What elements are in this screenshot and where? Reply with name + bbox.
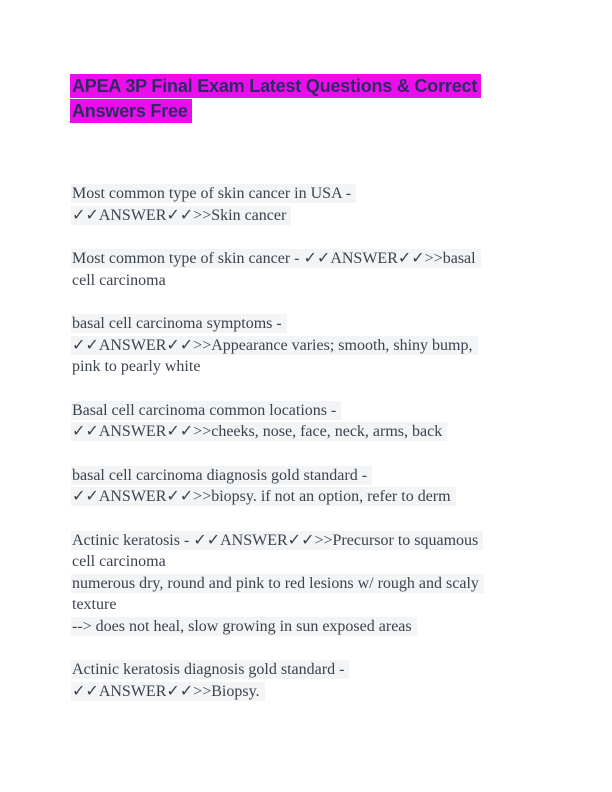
- text-line: [72, 594, 547, 616]
- text-line: [72, 573, 547, 595]
- text-line: [72, 530, 547, 552]
- qa-paragraph: [72, 313, 547, 378]
- highlighted-text: ✓✓ANSWER✓✓>>Appearance varies; smooth, shiny bump,: [71, 336, 478, 355]
- highlighted-text: numerous dry, round and pink to red lesions w/ rough and scaly: [71, 574, 484, 593]
- qa-paragraph: [72, 400, 547, 443]
- title-line: [72, 74, 502, 99]
- qa-paragraph: [72, 530, 547, 638]
- text-line: [72, 465, 547, 487]
- document-body: [72, 183, 547, 724]
- highlighted-text: ✓✓ANSWER✓✓>>cheeks, nose, face, neck, arms, back: [71, 422, 447, 441]
- text-line: [72, 659, 547, 681]
- highlighted-text: Most common type of skin cancer - ✓✓ANSWER✓✓>>basal: [71, 249, 481, 268]
- qa-paragraph: [72, 248, 547, 291]
- text-line: [72, 681, 547, 703]
- plain-text: cell carcinoma: [72, 271, 166, 289]
- text-line: [72, 551, 547, 573]
- text-line: [72, 335, 547, 357]
- qa-paragraph: [72, 183, 547, 226]
- text-line: [72, 421, 547, 443]
- qa-paragraph: [72, 465, 547, 508]
- highlighted-text: Basal cell carcinoma common locations -: [71, 401, 341, 420]
- highlighted-text: Most common type of skin cancer in USA -: [71, 184, 356, 203]
- text-line: [72, 183, 547, 205]
- highlighted-text: ✓✓ANSWER✓✓>>Biopsy.: [71, 682, 265, 701]
- highlighted-text: Actinic keratosis diagnosis gold standard -: [71, 660, 349, 679]
- text-line: [72, 486, 547, 508]
- title-highlighted-text: Answers Free: [70, 99, 192, 123]
- text-line: [72, 205, 547, 227]
- text-line: [72, 313, 547, 335]
- plain-text: texture: [72, 596, 117, 613]
- text-line: [72, 616, 547, 638]
- text-line: [72, 400, 547, 422]
- highlighted-text: Actinic keratosis - ✓✓ANSWER✓✓>>Precursor to squamous: [71, 531, 483, 550]
- text-line: [72, 270, 547, 292]
- text-line: [72, 248, 547, 270]
- text-line: [72, 356, 547, 378]
- highlighted-text: ✓✓ANSWER✓✓>>biopsy. if not an option, refer to derm: [71, 487, 456, 506]
- highlighted-text: basal cell carcinoma diagnosis gold standard -: [71, 466, 372, 485]
- highlighted-text: ✓✓ANSWER✓✓>>Skin cancer: [71, 206, 291, 225]
- plain-text: cell carcinoma: [72, 553, 166, 570]
- title-highlighted-text: APEA 3P Final Exam Latest Questions & Correct: [70, 74, 481, 98]
- qa-paragraph: [72, 659, 547, 702]
- highlighted-text: --> does not heal, slow growing in sun exposed areas: [71, 617, 417, 636]
- title-line: [72, 99, 502, 124]
- highlighted-text: basal cell carcinoma symptoms -: [71, 314, 287, 333]
- plain-text: pink to pearly white: [72, 358, 201, 375]
- document-title: [72, 74, 502, 124]
